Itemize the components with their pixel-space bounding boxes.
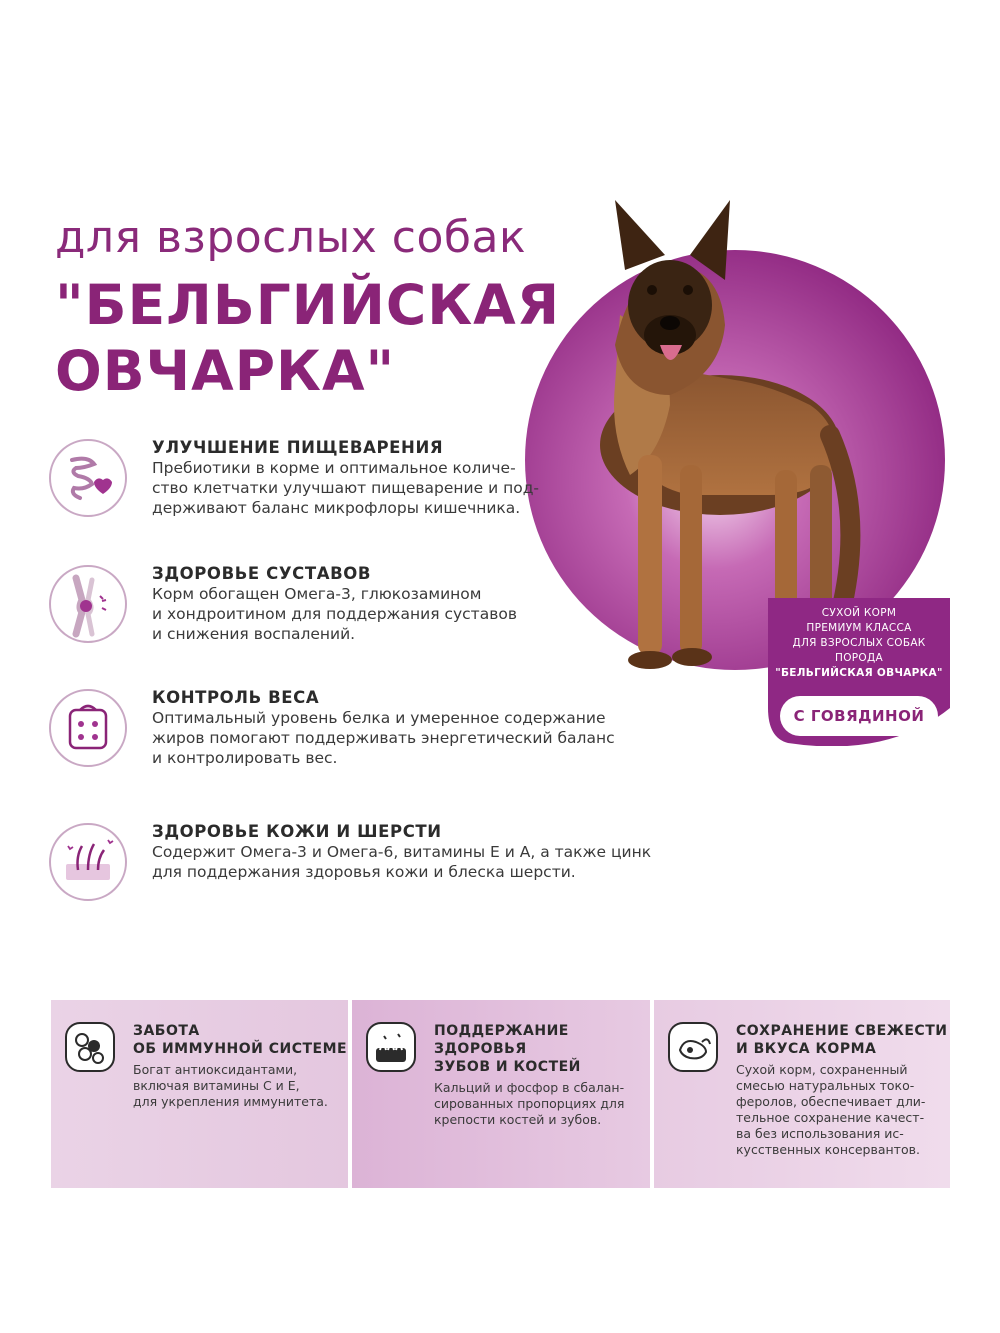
joint-bone-icon: [48, 564, 128, 644]
panel-description: Сухой корм, сохраненный смесью натуральных токо- феролов, обеспечивает дли- тельное сохранение качест- ва без использования ис- кусственных консервантов.: [736, 1062, 926, 1157]
panel-title: СОХРАНЕНИЕ СВЕЖЕСТИ И ВКУСА КОРМА: [736, 1023, 948, 1057]
product-badge: [768, 598, 950, 746]
badge-breed: "БЕЛЬГИЙСКАЯ ОВЧАРКА": [775, 667, 943, 679]
flavor-pill: С ГОВЯДИНОЙ: [793, 707, 925, 725]
badge-description: [768, 606, 950, 681]
feature-description: Корм обогащен Омега-3, глюкозамином и хондроитином для поддержания суставов и снижения воспалений.: [152, 585, 517, 643]
benefit-panels: [51, 1000, 950, 1188]
panel-description: Богат антиоксидантами, включая витамины С и Е, для укрепления иммунитета.: [133, 1062, 328, 1109]
page-title: [55, 272, 560, 404]
panel-title: ЗАБОТА ОБ ИММУННОЙ СИСТЕМЕ: [133, 1023, 348, 1057]
panel-title: ПОДДЕРЖАНИЕ ЗДОРОВЬЯ ЗУБОВ И КОСТЕЙ: [434, 1023, 581, 1075]
subtitle: для взрослых собак: [55, 212, 527, 263]
feature-title: КОНТРОЛЬ ВЕСА: [152, 688, 320, 707]
panel-immunity: [51, 1000, 348, 1188]
feature-title: ЗДОРОВЬЕ СУСТАВОВ: [152, 564, 372, 583]
skin-hair-icon: [48, 822, 128, 902]
feature-description: Пребиотики в корме и оптимальное количе- ство клетчатки улучшают пищеварение и под- держивают баланс микрофлоры кишечника.: [152, 459, 540, 517]
vitamins-icon: [63, 1020, 117, 1074]
panel-teeth-bones: [352, 1000, 650, 1188]
feature-title: УЛУЧШЕНИЕ ПИЩЕВАРЕНИЯ: [152, 438, 444, 457]
badge-line: ДЛЯ ВЗРОСЛЫХ СОБАК: [792, 637, 926, 649]
page-title-line-1: "БЕЛЬГИЙСКАЯ: [55, 273, 561, 337]
feature-description: Содержит Омега-3 и Омега-6, витамины Е и А, а также цинк для поддержания здоровья кожи и блеска шерсти.: [152, 843, 652, 881]
panel-description: Кальций и фосфор в сбалан- сированных пропорциях для крепости костей и зубов.: [434, 1080, 625, 1127]
panel-freshness: [654, 1000, 950, 1188]
fresh-bag-icon: [666, 1020, 720, 1074]
feature-description: Оптимальный уровень белка и умеренное содержание жиров помогают поддерживать энергетический баланс и контролировать вес.: [152, 709, 615, 767]
badge-line: ПРЕМИУМ КЛАССА: [806, 622, 912, 634]
feature-title: ЗДОРОВЬЕ КОЖИ И ШЕРСТИ: [152, 822, 442, 841]
weight-scale-paw-icon: [48, 688, 128, 768]
badge-line: ПОРОДА: [835, 652, 883, 664]
page-title-line-2: ОВЧАРКА": [55, 339, 396, 403]
intestine-heart-icon: [48, 438, 128, 518]
teeth-icon: [364, 1020, 418, 1074]
badge-line: СУХОЙ КОРМ: [821, 607, 897, 619]
